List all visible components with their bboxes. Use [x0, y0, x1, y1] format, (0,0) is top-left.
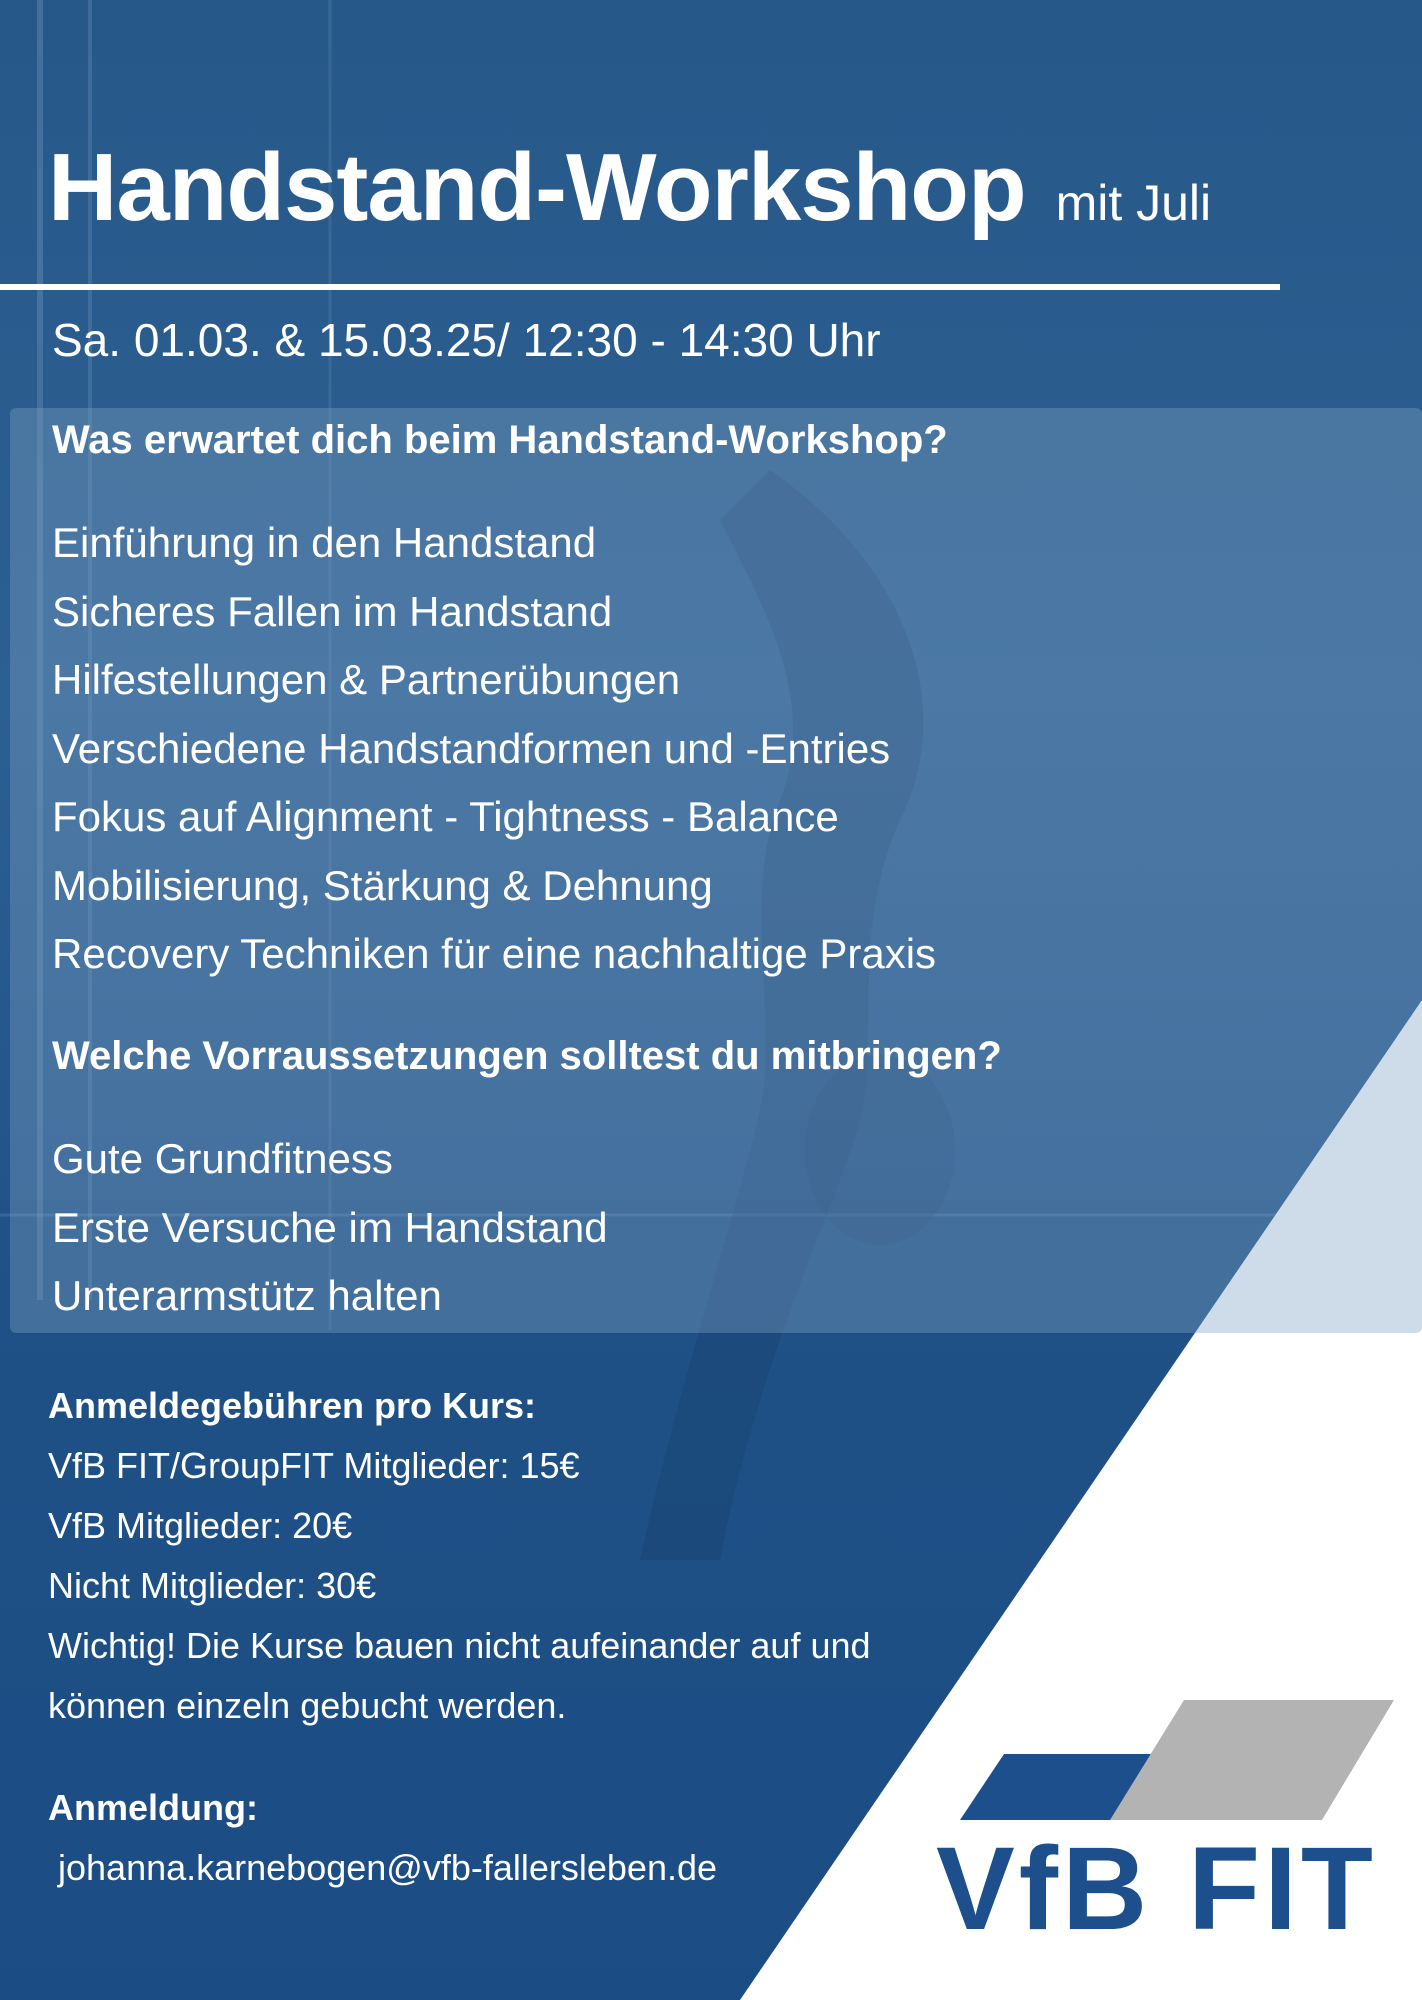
registration-heading: Anmeldung:	[48, 1787, 258, 1828]
list-item: Unterarmstütz halten	[52, 1272, 442, 1319]
logo-gray-stripe	[1110, 1700, 1394, 1820]
title-row	[48, 134, 1212, 241]
requirements-heading: Welche Vorraussetzungen solltest du mitbringen?	[52, 1034, 1002, 1078]
title-divider	[0, 284, 1280, 290]
page-subtitle: mit Juli	[1055, 175, 1212, 231]
fee-note: Wichtig! Die Kurse bauen nicht aufeinander auf und	[48, 1625, 871, 1666]
event-date: Sa. 01.03. & 15.03.25/ 12:30 - 14:30 Uhr	[52, 314, 881, 366]
fee-note: können einzeln gebucht werden.	[48, 1685, 567, 1726]
list-item: Hilfestellungen & Partnerübungen	[52, 656, 681, 703]
fee-line: Nicht Mitglieder: 30€	[48, 1565, 377, 1606]
logo-text: VfB FIT	[936, 1823, 1377, 1955]
fees-section	[48, 1376, 871, 1736]
expectations-list	[52, 509, 936, 989]
registration-section	[48, 1778, 717, 1898]
list-item: Gute Grundfitness	[52, 1135, 393, 1182]
requirements-list	[52, 1125, 608, 1331]
fee-line: VfB FIT/GroupFIT Mitglieder: 15€	[48, 1445, 580, 1486]
registration-email[interactable]: johanna.karnebogen@vfb-fallersleben.de	[48, 1847, 718, 1888]
fees-heading: Anmeldegebühren pro Kurs:	[48, 1385, 537, 1426]
list-item: Fokus auf Alignment - Tightness - Balance	[52, 793, 839, 840]
list-item: Erste Versuche im Handstand	[52, 1203, 608, 1251]
list-item: Verschiedene Handstandformen und -Entries	[52, 724, 891, 772]
expectations-heading: Was erwartet dich beim Handstand-Workshop?	[52, 418, 948, 462]
list-item: Sicheres Fallen im Handstand	[52, 587, 613, 635]
list-item: Recovery Techniken für eine nachhaltige Praxis	[52, 930, 937, 977]
list-item: Einführung in den Handstand	[52, 519, 597, 566]
list-item: Mobilisierung, Stärkung & Dehnung	[52, 861, 713, 909]
fee-line: VfB Mitglieder: 20€	[48, 1505, 353, 1546]
page-title: Handstand-Workshop	[48, 134, 1026, 241]
